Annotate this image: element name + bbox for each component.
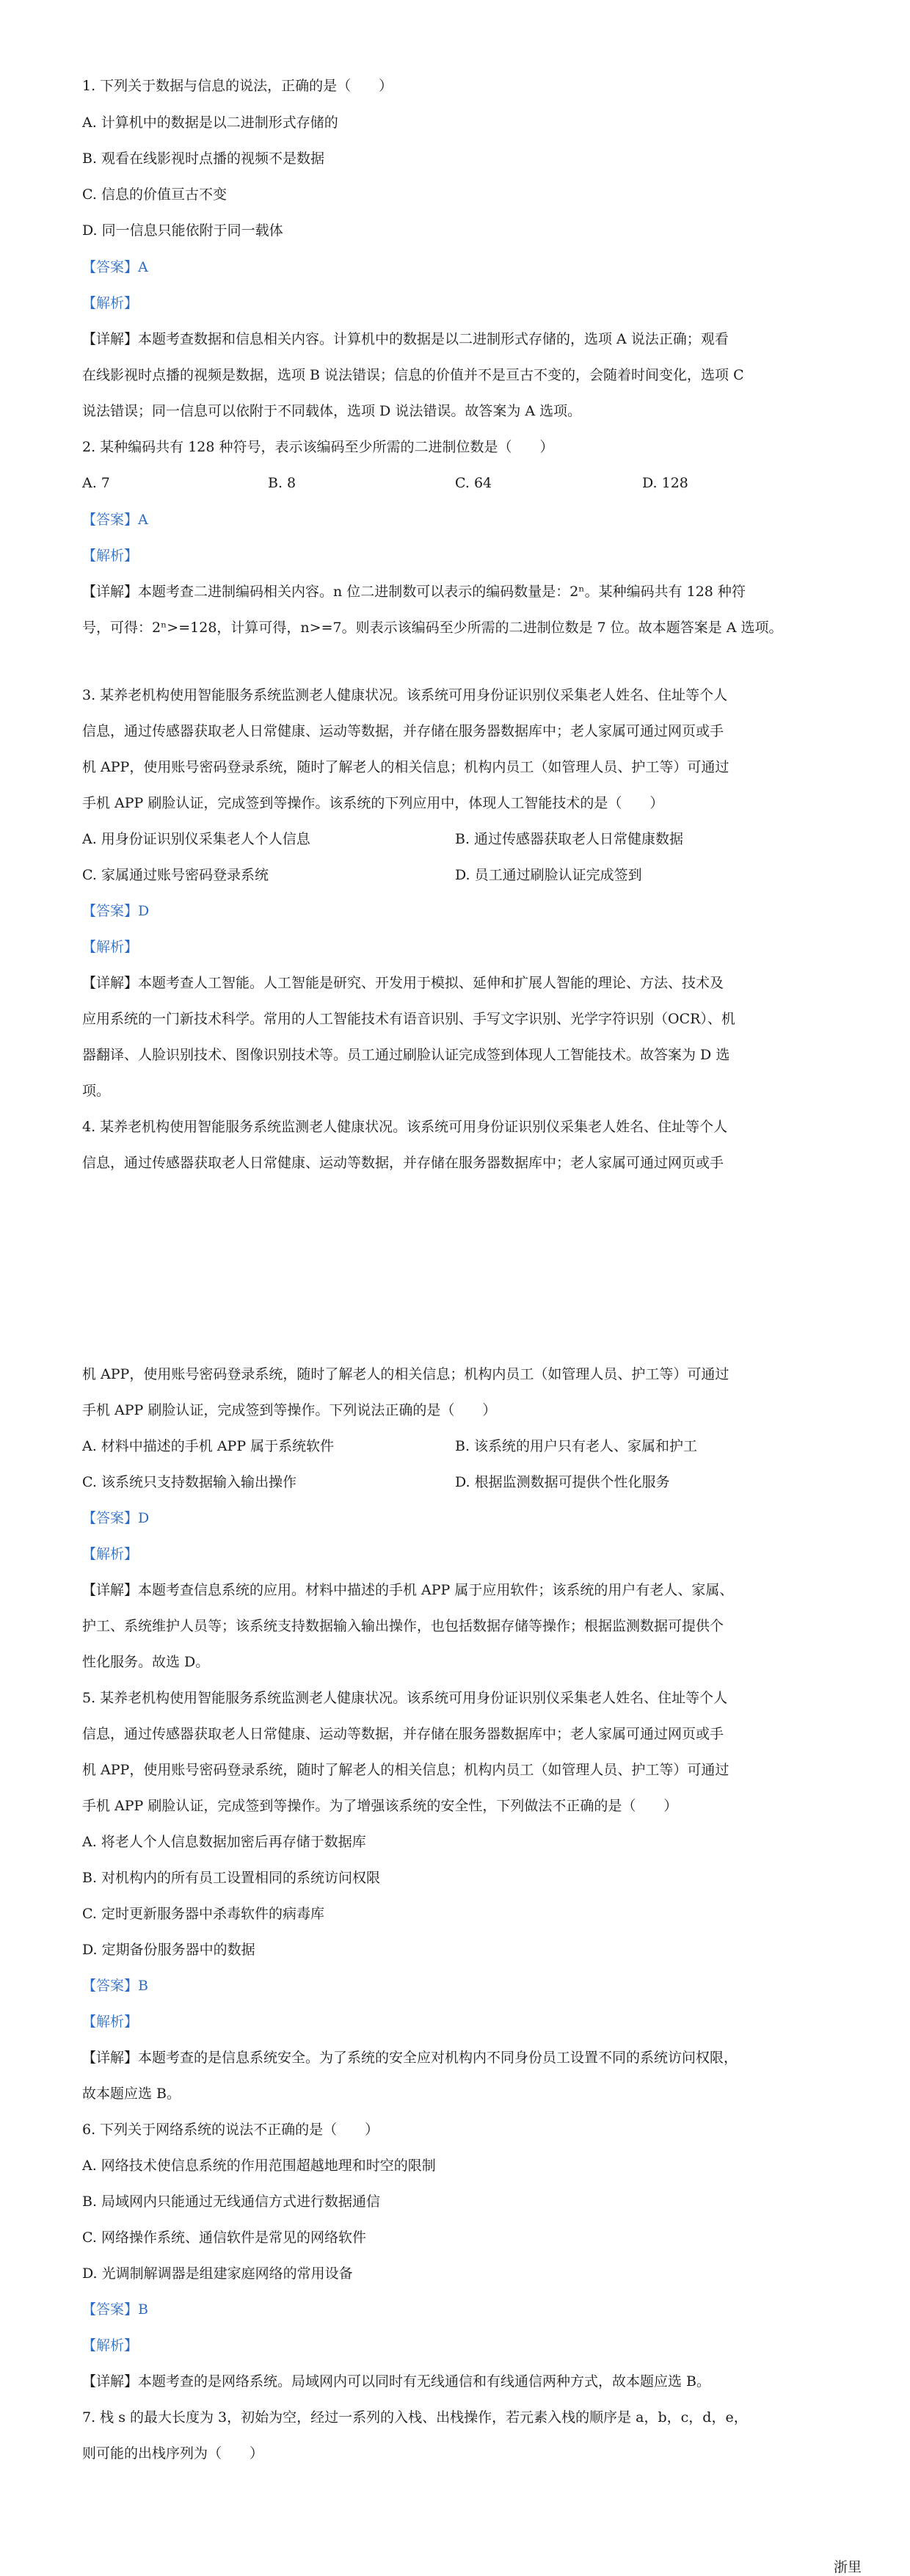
q7-stem-line: 7. 栈 s 的最大长度为 3，初始为空，经过一系列的入栈、出栈操作，若元素入栈的顺序是 a，b，c，d，e，	[82, 2409, 748, 2426]
q3-stem-line: 机 APP，使用账号密码登录系统，随时了解老人的相关信息；机构内员工（如管理人员、护工等）可通过	[82, 759, 729, 775]
q5-stem-line: 信息，通过传感器获取老人日常健康、运动等数据，并存储在服务器数据库中；老人家属可通过网页或手	[82, 1726, 724, 1742]
q5-detail-line: 【详解】本题考查的是信息系统安全。为了系统的安全应对机构内不同身份员工设置不同的系统访问权限，	[82, 2050, 738, 2066]
q4-analysis-label: 【解析】	[82, 1546, 139, 1562]
q4-stem-line: 信息，通过传感器获取老人日常健康、运动等数据，并存储在服务器数据库中；老人家属可通过网页或手	[82, 1155, 724, 1171]
q4-detail-line: 【详解】本题考查信息系统的应用。材料中描述的手机 APP 属于应用软件；该系统的用户有老人、家属、	[82, 1582, 734, 1598]
q1-detail-line: 【详解】本题考查数据和信息相关内容。计算机中的数据是以二进制形式存储的，选项 A 说法正确；观看	[82, 331, 729, 347]
q3-detail-line: 【详解】本题考查人工智能。人工智能是研究、开发用于模拟、延伸和扩展人智能的理论、方法、技术及	[82, 975, 724, 991]
q4-stem-line: 手机 APP 刷脸认证，完成签到等操作。下列说法正确的是（ ）	[82, 1402, 497, 1418]
q1-option-c: C. 信息的价值亘古不变	[82, 186, 227, 203]
q2-detail-line: 号，可得：2ⁿ>=128，计算可得，n>=7。则表示该编码至少所需的二进制位数是 7 位。故本题答案是 A 选项。	[82, 620, 783, 636]
q1-detail-line: 说法错误；同一信息可以依附于不同载体，选项 D 说法错误。故答案为 A 选项。	[82, 403, 582, 419]
q6-detail-line: 【详解】本题考查的是网络系统。局域网内可以同时有无线通信和有线通信两种方式，故本题应选 B。	[82, 2373, 711, 2390]
q6-option-b: B. 局域网内只能通过无线通信方式进行数据通信	[82, 2194, 381, 2210]
q6-option-d: D. 光调制解调器是组建家庭网络的常用设备	[82, 2265, 353, 2282]
q5-stem-line: 手机 APP 刷脸认证，完成签到等操作。为了增强该系统的安全性，下列做法不正确的是（ ）	[82, 1798, 678, 1814]
q1-stem: 1. 下列关于数据与信息的说法，正确的是（ ）	[82, 78, 393, 94]
q4-option-c: C. 该系统只支持数据输入输出操作	[82, 1474, 296, 1490]
q1-option-b: B. 观看在线影视时点播的视频不是数据	[82, 150, 325, 167]
q4-option-a: A. 材料中描述的手机 APP 属于系统软件	[82, 1438, 335, 1454]
q3-option-c: C. 家属通过账号密码登录系统	[82, 867, 269, 883]
q6-analysis-label: 【解析】	[82, 2337, 139, 2354]
q1-analysis-label: 【解析】	[82, 295, 139, 311]
q5-option-c: C. 定时更新服务器中杀毒软件的病毒库	[82, 1906, 324, 1922]
q1-answer: 【答案】A	[82, 259, 148, 275]
q6-option-c: C. 网络操作系统、通信软件是常见的网络软件	[82, 2229, 366, 2246]
q3-option-b: B. 通过传感器获取老人日常健康数据	[455, 831, 684, 847]
q6-stem: 6. 下列关于网络系统的说法不正确的是（ ）	[82, 2122, 379, 2138]
q2-analysis-label: 【解析】	[82, 548, 139, 564]
q4-answer: 【答案】D	[82, 1510, 150, 1526]
q2-option-b: B. 8	[268, 475, 296, 491]
q3-answer: 【答案】D	[82, 903, 150, 919]
q3-stem-line: 信息，通过传感器获取老人日常健康、运动等数据，并存储在服务器数据库中；老人家属可通过网页或手	[82, 723, 724, 739]
q3-detail-line: 器翻译、人脸识别技术、图像识别技术等。员工通过刷脸认证完成签到体现人工智能技术。故答案为 D 选	[82, 1047, 730, 1063]
q2-option-c: C. 64	[455, 475, 492, 491]
q5-stem-line: 5. 某养老机构使用智能服务系统监测老人健康状况。该系统可用身份证识别仪采集老人姓名、住址等个人	[82, 1690, 728, 1706]
q4-option-d: D. 根据监测数据可提供个性化服务	[455, 1474, 670, 1490]
q4-detail-line: 护工、系统维护人员等；该系统支持数据输入输出操作，也包括数据存储等操作；根据监测数据可提供个	[82, 1618, 724, 1634]
q1-option-d: D. 同一信息只能依附于同一载体	[82, 222, 283, 239]
q4-detail-line: 性化服务。故选 D。	[82, 1654, 210, 1670]
q4-stem-line: 机 APP，使用账号密码登录系统，随时了解老人的相关信息；机构内员工（如管理人员、护工等）可通过	[82, 1366, 729, 1382]
q2-option-a: A. 7	[82, 475, 110, 491]
q6-answer: 【答案】B	[82, 2301, 148, 2318]
q3-detail-line: 应用系统的一门新技术科学。常用的人工智能技术有语音识别、手写文字识别、光学字符识别（OCR）、机	[82, 1011, 735, 1027]
q3-option-a: A. 用身份证识别仪采集老人个人信息	[82, 831, 310, 847]
q5-analysis-label: 【解析】	[82, 2014, 139, 2030]
q2-option-d: D. 128	[642, 475, 688, 491]
q5-option-b: B. 对机构内的所有员工设置相同的系统访问权限	[82, 1870, 381, 1886]
q4-option-b: B. 该系统的用户只有老人、家属和护工	[455, 1438, 698, 1454]
q3-stem-line: 手机 APP 刷脸认证，完成签到等操作。该系统的下列应用中，体现人工智能技术的是（ ）	[82, 795, 664, 811]
q3-analysis-label: 【解析】	[82, 939, 139, 955]
q3-stem-line: 3. 某养老机构使用智能服务系统监测老人健康状况。该系统可用身份证识别仪采集老人姓名、住址等个人	[82, 687, 728, 703]
q2-answer: 【答案】A	[82, 512, 148, 528]
q5-option-a: A. 将老人个人信息数据加密后再存储于数据库	[82, 1834, 366, 1850]
q5-stem-line: 机 APP，使用账号密码登录系统，随时了解老人的相关信息；机构内员工（如管理人员、护工等）可通过	[82, 1762, 729, 1778]
q1-detail-line: 在线影视时点播的视频是数据，选项 B 说法错误；信息的价值并不是亘古不变的，会随着时间变化，选项 C	[82, 367, 744, 383]
q5-detail-line: 故本题应选 B。	[82, 2086, 181, 2102]
page-footer: 浙里	[833, 2559, 862, 2575]
q3-option-d: D. 员工通过刷脸认证完成签到	[455, 867, 642, 883]
q5-option-d: D. 定期备份服务器中的数据	[82, 1942, 255, 1958]
q5-answer: 【答案】B	[82, 1978, 148, 1994]
q4-stem-line: 4. 某养老机构使用智能服务系统监测老人健康状况。该系统可用身份证识别仪采集老人姓名、住址等个人	[82, 1119, 728, 1135]
q3-detail-line: 项。	[82, 1083, 111, 1099]
q6-option-a: A. 网络技术使信息系统的作用范围超越地理和时空的限制	[82, 2158, 436, 2174]
q2-stem: 2. 某种编码共有 128 种符号，表示该编码至少所需的二进制位数是（ ）	[82, 439, 554, 455]
q7-stem-line: 则可能的出栈序列为（ ）	[82, 2445, 264, 2461]
q1-option-a: A. 计算机中的数据是以二进制形式存储的	[82, 115, 338, 131]
q2-detail-line: 【详解】本题考查二进制编码相关内容。n 位二进制数可以表示的编码数量是：2ⁿ。某种编码共有 128 种符	[82, 584, 746, 600]
